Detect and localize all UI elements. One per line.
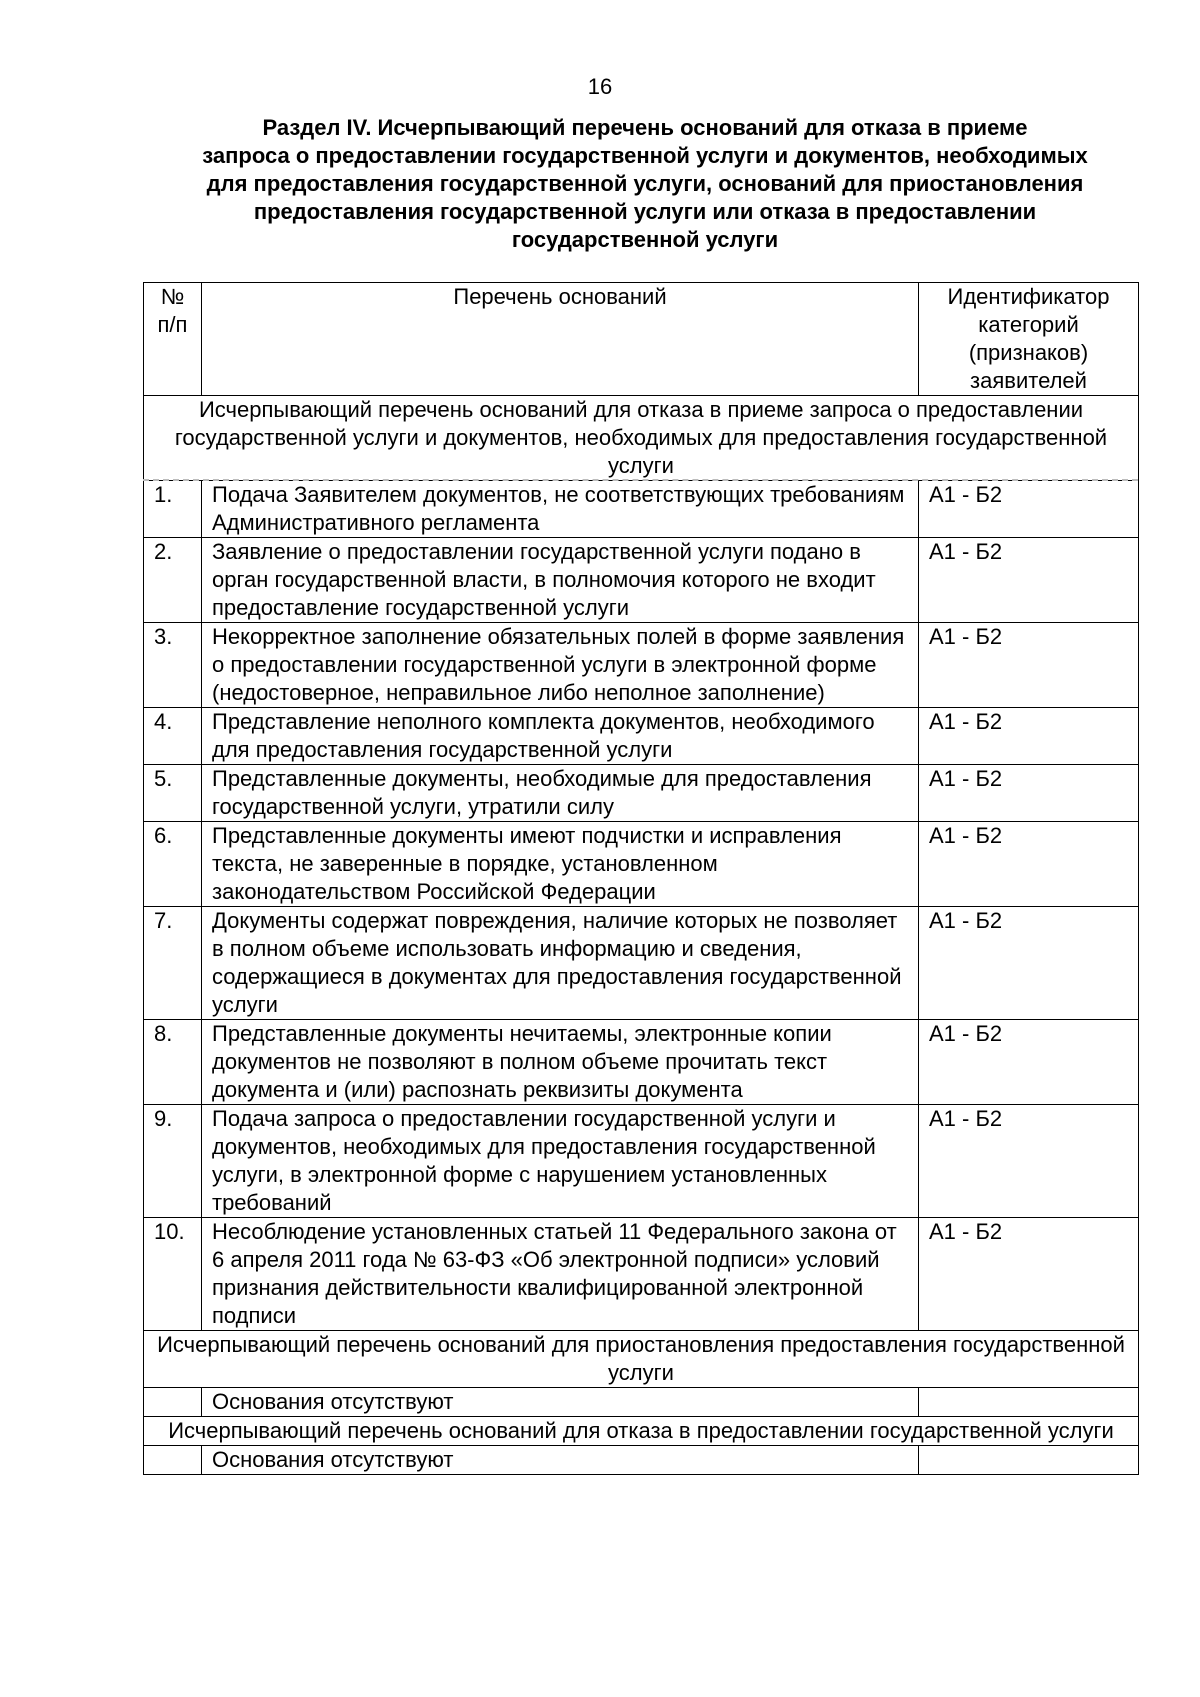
table-row [144,1020,1139,1105]
table-row [144,481,1139,538]
row-number: 7. [144,907,202,1020]
row-text: Представленные документы, необходимые для предоставления государственной услуги, утратили силу [202,765,919,822]
table-row [144,907,1139,1020]
row-text: Основания отсутствуют [202,1446,919,1475]
row-identifier: А1 - Б2 [919,765,1139,822]
row-text: Подача запроса о предоставлении государственной услуги и документов, необходимых для предоставления государственной услуги, в электронной форме с нарушением установленных требований [202,1105,919,1218]
section-heading [150,114,1140,254]
page-break-dashes [143,479,1138,481]
row-number: 2. [144,538,202,623]
row-number [144,1446,202,1475]
row-text: Несоблюдение установленных статьей 11 Федерального закона от 6 апреля 2011 года № 63-ФЗ «Об электронной подписи» условий признания действительности квалифицированной электронной подписи [202,1218,919,1331]
row-text: Документы содержат повреждения, наличие которых не позволяет в полном объеме использовать информацию и сведения, содержащиеся в документах для предоставления государственной услуги [202,907,919,1020]
section-row [144,1417,1139,1446]
table-row [144,623,1139,708]
table-row [144,1218,1139,1331]
heading-line: государственной услуги [511,227,779,252]
row-text: Представленные документы имеют подчистки и исправления текста, не заверенные в порядке, установленном законодательством Российской Федерации [202,822,919,907]
heading-line: запроса о предоставлении государственной услуги и документов, необходимых [202,143,1088,168]
heading-line: для предоставления государственной услуги, оснований для приостановления [206,171,1084,196]
row-identifier: А1 - Б2 [919,1020,1139,1105]
heading-line: предоставления государственной услуги или отказа в предоставлении [253,199,1037,224]
table-row [144,708,1139,765]
table-row [144,822,1139,907]
row-text: Заявление о предоставлении государственной услуги подано в орган государственной власти, в полномочия которого не входит предоставление государственной услуги [202,538,919,623]
table-row [144,538,1139,623]
header-number: № п/п [144,283,202,396]
row-text: Подача Заявителем документов, не соответствующих требованиям Административного регламента [202,481,919,538]
header-identifier: Идентификатор категорий (признаков) заявителей [919,283,1139,396]
row-text: Основания отсутствуют [202,1388,919,1417]
table-header-row [144,283,1139,396]
table-row [144,765,1139,822]
section-row [144,1331,1139,1388]
page-number: 16 [587,74,613,99]
row-identifier: А1 - Б2 [919,538,1139,623]
row-identifier [919,1388,1139,1417]
row-text: Некорректное заполнение обязательных полей в форме заявления о предоставлении государственной услуги в электронной форме (недостоверное, неправильное либо неполное заполнение) [202,623,919,708]
row-text: Представление неполного комплекта документов, необходимого для предоставления государственной услуги [202,708,919,765]
heading-line: Раздел IV. Исчерпывающий перечень оснований для отказа в приеме [262,115,1028,140]
row-identifier: А1 - Б2 [919,481,1139,538]
row-identifier [919,1446,1139,1475]
table-row [144,1105,1139,1218]
row-identifier: А1 - Б2 [919,708,1139,765]
section-suspension: Исчерпывающий перечень оснований для приостановления предоставления государственной услуги [144,1331,1139,1388]
row-number: 6. [144,822,202,907]
row-identifier: А1 - Б2 [919,1105,1139,1218]
row-number: 10. [144,1218,202,1331]
section-refusal-reception: Исчерпывающий перечень оснований для отказа в приеме запроса о предоставлении государственной услуги и документов, необходимых для предоставления государственной услуги [144,396,1139,481]
table-row [144,1446,1139,1475]
row-identifier: А1 - Б2 [919,623,1139,708]
row-number: 3. [144,623,202,708]
row-number: 1. [144,481,202,538]
row-identifier: А1 - Б2 [919,1218,1139,1331]
table-row [144,1388,1139,1417]
row-identifier: А1 - Б2 [919,907,1139,1020]
row-number: 4. [144,708,202,765]
row-identifier: А1 - Б2 [919,822,1139,907]
row-number: 9. [144,1105,202,1218]
row-number [144,1388,202,1417]
row-number: 8. [144,1020,202,1105]
grounds-table [143,282,1139,1475]
row-text: Представленные документы нечитаемы, электронные копии документов не позволяют в полном объеме прочитать текст документа и (или) распознать реквизиты документа [202,1020,919,1105]
header-grounds: Перечень оснований [202,283,919,396]
section-refusal-provision: Исчерпывающий перечень оснований для отказа в предоставлении государственной услуги [144,1417,1139,1446]
row-number: 5. [144,765,202,822]
section-row [144,396,1139,481]
